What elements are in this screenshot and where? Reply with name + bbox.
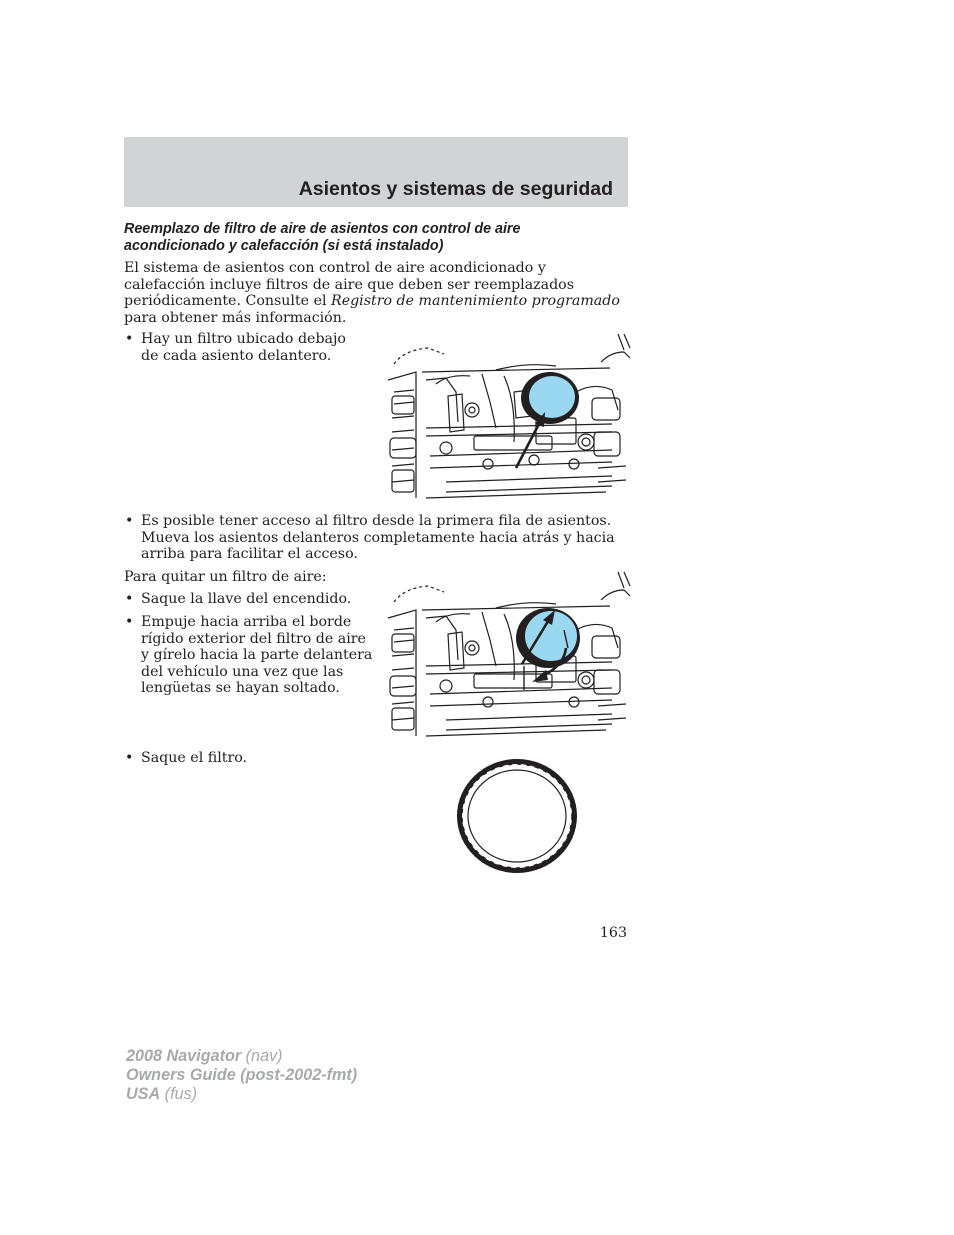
bullet-dot: • <box>125 614 134 630</box>
air-filter-highlight <box>529 376 575 418</box>
footer-line-2: Owners Guide (post-2002-fmt) <box>126 1066 358 1084</box>
maintenance-schedule-reference: Registro de mantenimiento programado <box>331 293 620 309</box>
footer-market-code: (fus) <box>160 1085 198 1103</box>
header-band <box>124 137 628 207</box>
page-number: 163 <box>599 925 627 941</box>
bullet-text: Saque el filtro. <box>141 750 248 766</box>
intro-paragraph <box>124 260 628 326</box>
footer-line-3 <box>126 1085 357 1104</box>
bullet-push-rotate <box>124 614 377 697</box>
intro-text-after: para obtener más información. <box>124 309 347 326</box>
section-heading: Reemplazo de filtro de aire de asientos con control de aire acondicionado y calefacción (si está instalado) <box>124 221 521 254</box>
footer <box>126 1047 357 1104</box>
footer-line-1 <box>126 1047 357 1066</box>
footer-market: USA <box>126 1085 161 1103</box>
bullet-dot: • <box>125 591 134 607</box>
figure-filter-location <box>386 332 632 500</box>
bullet-text: Hay un filtro ubicado debajo de cada asiento delantero. <box>141 331 346 364</box>
procedure-intro: Para quitar un filtro de aire: <box>124 569 327 585</box>
bullet-dot: • <box>125 331 134 347</box>
figure-rotate-filter <box>386 570 632 738</box>
bullet-dot: • <box>125 750 134 766</box>
bullet-remove-filter <box>124 750 371 767</box>
bullet-dot: • <box>125 513 134 529</box>
page-title: Asientos y sistemas de seguridad <box>298 178 613 200</box>
footer-model: 2008 Navigator <box>126 1047 242 1065</box>
bullet-access <box>124 513 629 563</box>
footer-model-code: (nav) <box>241 1047 283 1065</box>
figure-removed-filter <box>455 757 579 875</box>
bullet-text: Saque la llave del encendido. <box>141 591 352 607</box>
bullet-text: Empuje hacia arriba el borde rígido exterior del filtro de aire y gírelo hacia la parte delantera del vehículo una vez que las lengüetas se hayan soltado. <box>141 614 373 696</box>
intro-text-before: El sistema de asientos con control de aire acondicionado y calefacción incluye filtros de aire que deben ser reemplazados periódicamente. Consulte el <box>124 260 575 309</box>
bullet-remove-key <box>124 591 371 608</box>
bullet-text: Es posible tener acceso al filtro desde la primera fila de asientos. Mueva los asientos delanteros completamente hacia atrás y hacia arriba para facilitar el acceso. <box>141 513 615 562</box>
bullet-filter-location <box>124 331 359 364</box>
